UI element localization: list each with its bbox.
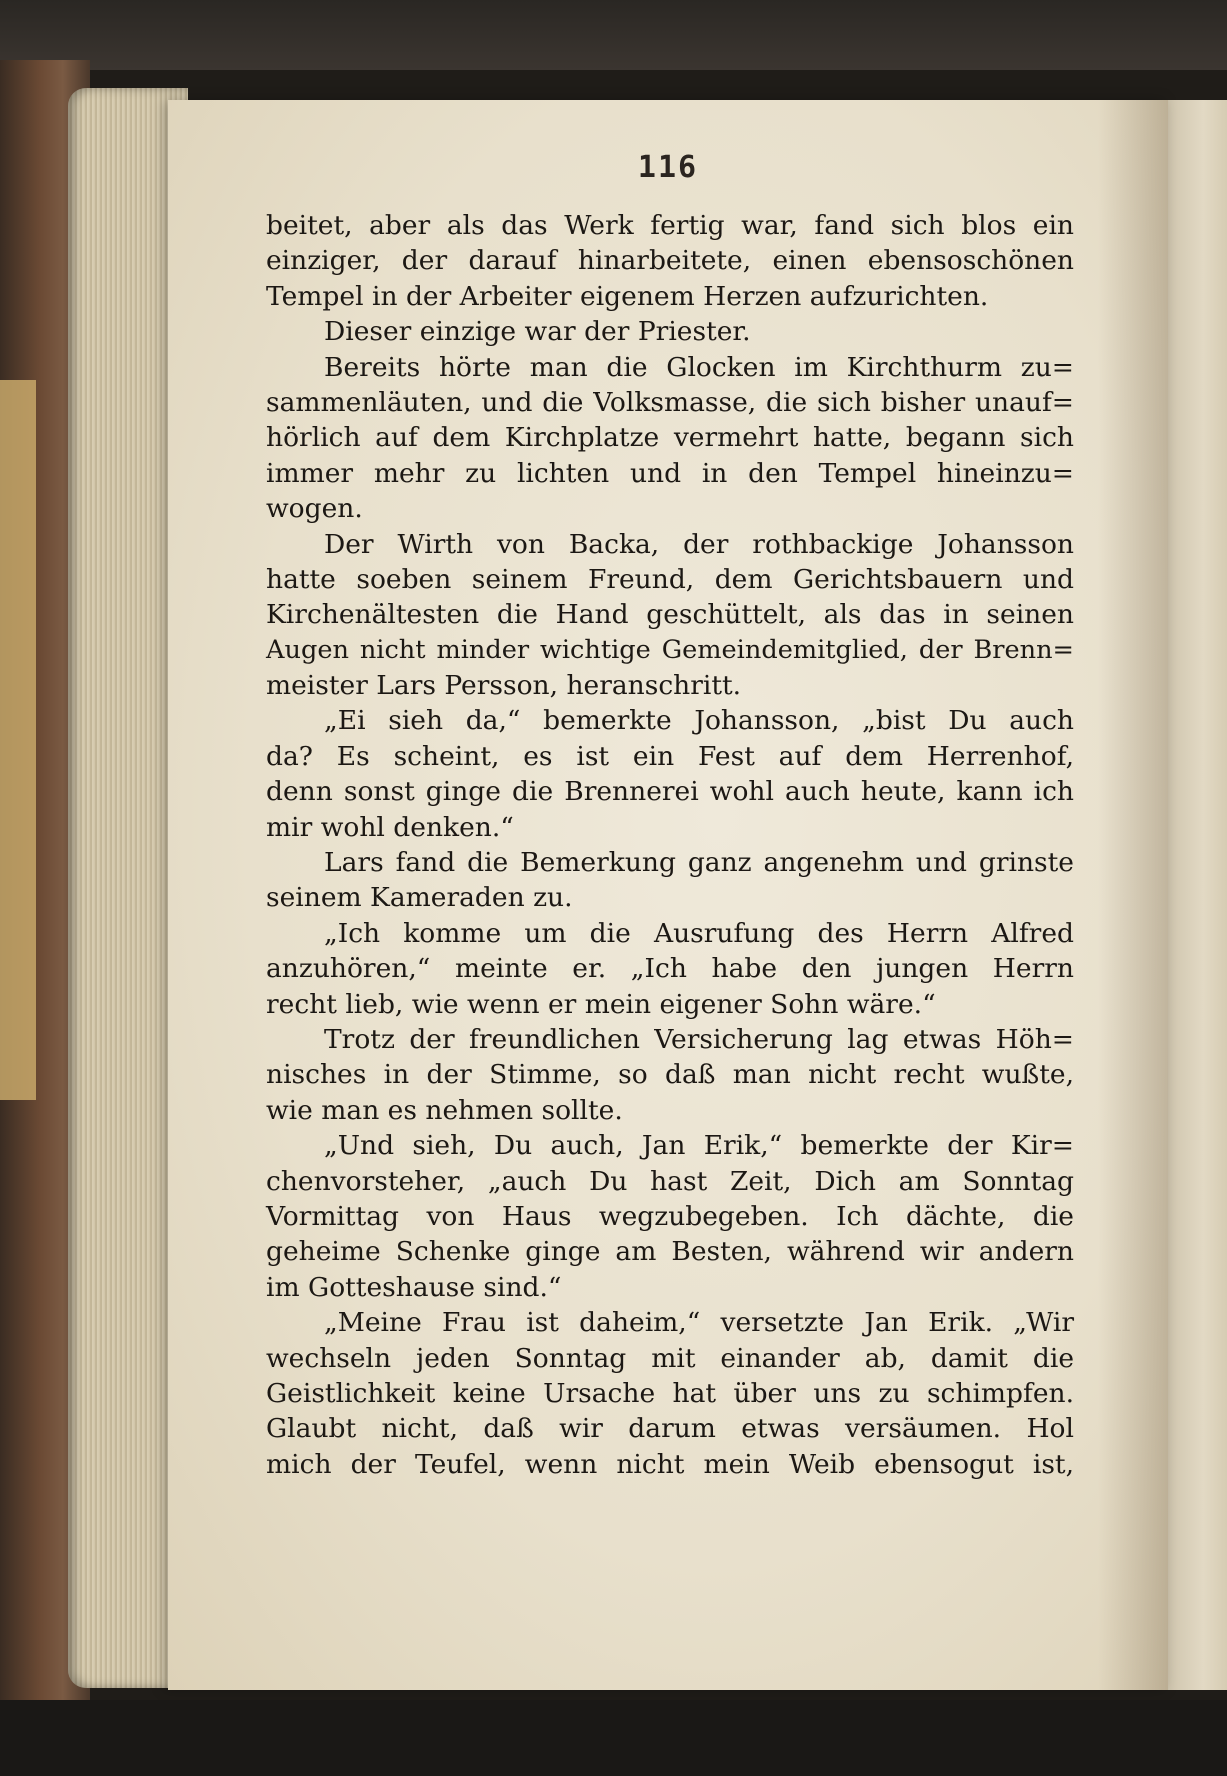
- text-line: Trotz der freundlichen Versicherung lag etwas Höh=: [324, 1023, 1074, 1055]
- text-line: Der Wirth von Backa, der rothbackige Johansson: [324, 528, 1074, 560]
- text-line: mir wohl denken.“: [266, 811, 514, 843]
- text-line: seinem Kameraden zu.: [266, 882, 573, 914]
- text-line: einziger, der darauf hinarbeitete, einen ebensoschönen: [266, 245, 1074, 277]
- text-line: Augen nicht minder wichtige Gemeindemitglied, der Brenn=: [266, 634, 1074, 665]
- cover-label-patch: [0, 380, 36, 1100]
- text-line: wechseln jeden Sonntag mit einander ab, damit die: [266, 1342, 1074, 1374]
- text-line: sammenläuten, und die Volksmasse, die sich bisher unauf=: [266, 386, 1074, 418]
- text-line: Vormittag von Haus wegzubegeben. Ich dächte, die: [266, 1200, 1074, 1232]
- text-line: Glaubt nicht, daß wir darum etwas versäumen. Hol: [266, 1413, 1074, 1445]
- text-line: „Ei sieh da,“ bemerkte Johansson, „bist Du auch: [324, 705, 1074, 737]
- text-line: Tempel in der Arbeiter eigenem Herzen aufzurichten.: [266, 280, 989, 312]
- text-line: geheime Schenke ginge am Besten, während wir andern: [266, 1236, 1074, 1268]
- text-line: im Gotteshause sind.“: [266, 1271, 562, 1303]
- text-line: denn sonst ginge die Brennerei wohl auch heute, kann ich: [266, 776, 1074, 808]
- text-line: Bereits hörte man die Glocken im Kirchthurm zu=: [324, 351, 1074, 383]
- text-line: beitet, aber als das Werk fertig war, fand sich blos ein: [266, 210, 1074, 241]
- page-number: 116: [637, 150, 699, 185]
- page-gutter-shadow: [1098, 100, 1168, 1690]
- text-line: wogen.: [266, 493, 363, 525]
- background-bottom: [0, 1700, 1227, 1776]
- text-line: „Ich komme um die Ausrufung des Herrn Alfred: [324, 917, 1074, 949]
- text-line: „Meine Frau ist daheim,“ versetzte Jan Erik. „Wir: [324, 1307, 1074, 1339]
- background-top: [0, 0, 1227, 70]
- text-line: mich der Teufel, wenn nicht mein Weib ebensogut ist,: [266, 1448, 1074, 1480]
- text-line: da? Es scheint, es ist ein Fest auf dem Herrenhof,: [266, 740, 1074, 772]
- text-line: Dieser einzige war der Priester.: [324, 316, 751, 348]
- text-line: „Und sieh, Du auch, Jan Erik,“ bemerkte der Kir=: [324, 1130, 1074, 1162]
- text-line: anzuhören,“ meinte er. „Ich habe den jungen Herrn: [266, 953, 1074, 985]
- text-line: hörlich auf dem Kirchplatze vermehrt hatte, begann sich: [266, 422, 1074, 454]
- text-line: nisches in der Stimme, so daß man nicht recht wußte,: [266, 1059, 1074, 1091]
- text-line: chenvorsteher, „auch Du hast Zeit, Dich am Sonntag: [266, 1165, 1074, 1197]
- text-line: wie man es nehmen sollte.: [266, 1094, 623, 1126]
- facing-page-edge: [1168, 100, 1227, 1690]
- text-line: Kirchenältesten die Hand geschüttelt, als das in seinen: [266, 599, 1074, 631]
- text-line: hatte soeben seinem Freund, dem Gerichtsbauern und: [266, 563, 1074, 595]
- text-line: Geistlichkeit keine Ursache hat über uns zu schimpfen.: [266, 1377, 1074, 1409]
- body-text: [266, 208, 1074, 1482]
- book-page: [168, 100, 1168, 1690]
- text-line: immer mehr zu lichten und in den Tempel hineinzu=: [266, 457, 1074, 489]
- text-line: Lars fand die Bemerkung ganz angenehm und grinste: [324, 847, 1074, 879]
- text-line: meister Lars Persson, heranschritt.: [266, 670, 742, 702]
- text-line: recht lieb, wie wenn er mein eigener Sohn wäre.“: [266, 988, 936, 1020]
